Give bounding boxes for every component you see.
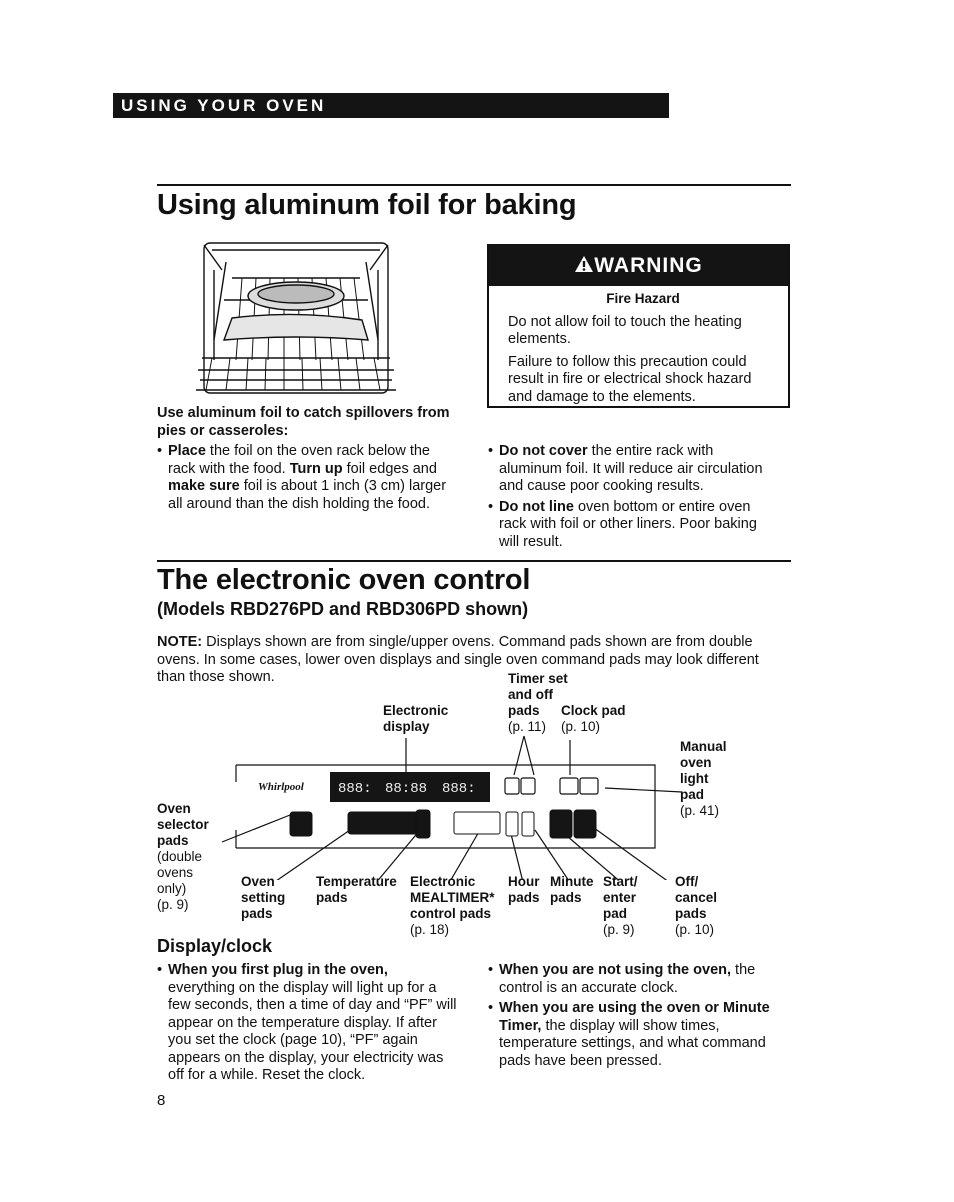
label-temperature: Temperature pads [316, 874, 397, 905]
display-segment-1: 888: [338, 781, 372, 797]
hour-pads[interactable] [506, 812, 518, 836]
foil-right-bullets [488, 443, 780, 554]
manual-light-pad[interactable] [580, 778, 598, 794]
start-enter-pad[interactable] [550, 810, 572, 838]
note-paragraph: NOTE: Displays shown are from single/upper ovens. Command pads shown are from double ovens. In some cases, lower oven displays and single oven command pads may look different than those shown. [157, 634, 759, 685]
list-item: • When you are not using the oven, the control is an accurate clock. [488, 962, 790, 997]
off-cancel-pad[interactable] [574, 810, 596, 838]
label-clock-pad: Clock pad (p. 10) [561, 703, 626, 734]
title-rule [157, 184, 791, 186]
foil-caption: Use aluminum foil to catch spillovers from pies or casseroles: [157, 405, 450, 439]
label-hour: Hour pads [508, 874, 540, 905]
list-item: • Do not line oven bottom or entire oven rack with foil or other liners. Poor baking will result. [488, 499, 780, 552]
label-off: Off/ cancel pads (p. 10) [675, 874, 718, 937]
label-timer-set: Timer set and off pads (p. 11) [508, 671, 568, 734]
oven-selector-pad[interactable] [290, 812, 312, 836]
warning-triangle-icon [574, 255, 594, 273]
temperature-pads[interactable] [416, 810, 430, 838]
brand-logo: Whirlpool [258, 781, 304, 793]
display-clock-right [488, 962, 790, 1073]
clock-pad[interactable] [560, 778, 578, 794]
list-item: • Do not cover the entire rack with aluminum foil. It will reduce air circulation and cause poor cooking results. [488, 443, 780, 496]
display-clock-heading: Display/clock [157, 936, 273, 956]
warning-line-1: Do not allow foil to touch the heating elements. [508, 313, 742, 347]
warning-line-2: Failure to follow this precaution could result in fire or electrical shock hazard and damage to the elements. [508, 353, 752, 405]
display-segment-3: 888: [442, 781, 476, 797]
control-panel-diagram [150, 730, 710, 880]
foil-left-bullets [157, 443, 457, 516]
label-manual-light: Manual oven light pad (p. 41) [680, 739, 727, 818]
section-banner: USING YOUR OVEN [113, 93, 669, 118]
oven-rack-foil-illustration [192, 240, 400, 400]
label-electronic-display: Electronic display [383, 703, 449, 734]
warning-box [487, 244, 790, 408]
mealtimer-control-pads[interactable] [454, 812, 500, 834]
list-item: • When you are using the oven or Minute Timer, the display will show times, temperature settings, and what command pads have been pressed. [488, 1000, 790, 1070]
label-oven-selector: Oven selector pads (double ovens only) (p. 9) [157, 801, 209, 912]
list-item: • When you first plug in the oven, everything on the display will light up for a few seconds, then a time of day and “PF” will appear on the temperature display. If after you set the clock (page 10), “PF” again appears on the display, your electricity was off for a while. Reset the clock. [157, 962, 457, 1085]
label-minute: Minute pads [550, 874, 594, 905]
display-segment-2: 88:88 [385, 781, 428, 797]
oven-setting-pads[interactable] [348, 812, 420, 834]
control-rule [157, 560, 791, 562]
control-title: The electronic oven control [157, 564, 531, 596]
control-subtitle: (Models RBD276PD and RBD306PD shown) [157, 599, 529, 619]
minute-pads[interactable] [522, 812, 534, 836]
label-oven-setting: Oven setting pads [241, 874, 286, 921]
display-clock-left [157, 962, 457, 1088]
timer-set-pad[interactable] [505, 778, 519, 794]
timer-off-pad[interactable] [521, 778, 535, 794]
page-number: 8 [157, 1092, 166, 1109]
hazard-title: Fire Hazard [606, 291, 680, 306]
label-mealtimer: Electronic MEALTIMER* control pads (p. 18) [410, 874, 495, 937]
list-item: • Place the foil on the oven rack below the rack with the food. Turn up foil edges and make sure foil is about 1 inch (3 cm) larger all around than the dish holding the food. [157, 443, 457, 513]
foil-title: Using aluminum foil for baking [157, 189, 577, 221]
warning-heading: WARNING [489, 246, 788, 286]
label-start: Start/ enter pad (p. 9) [603, 874, 638, 937]
